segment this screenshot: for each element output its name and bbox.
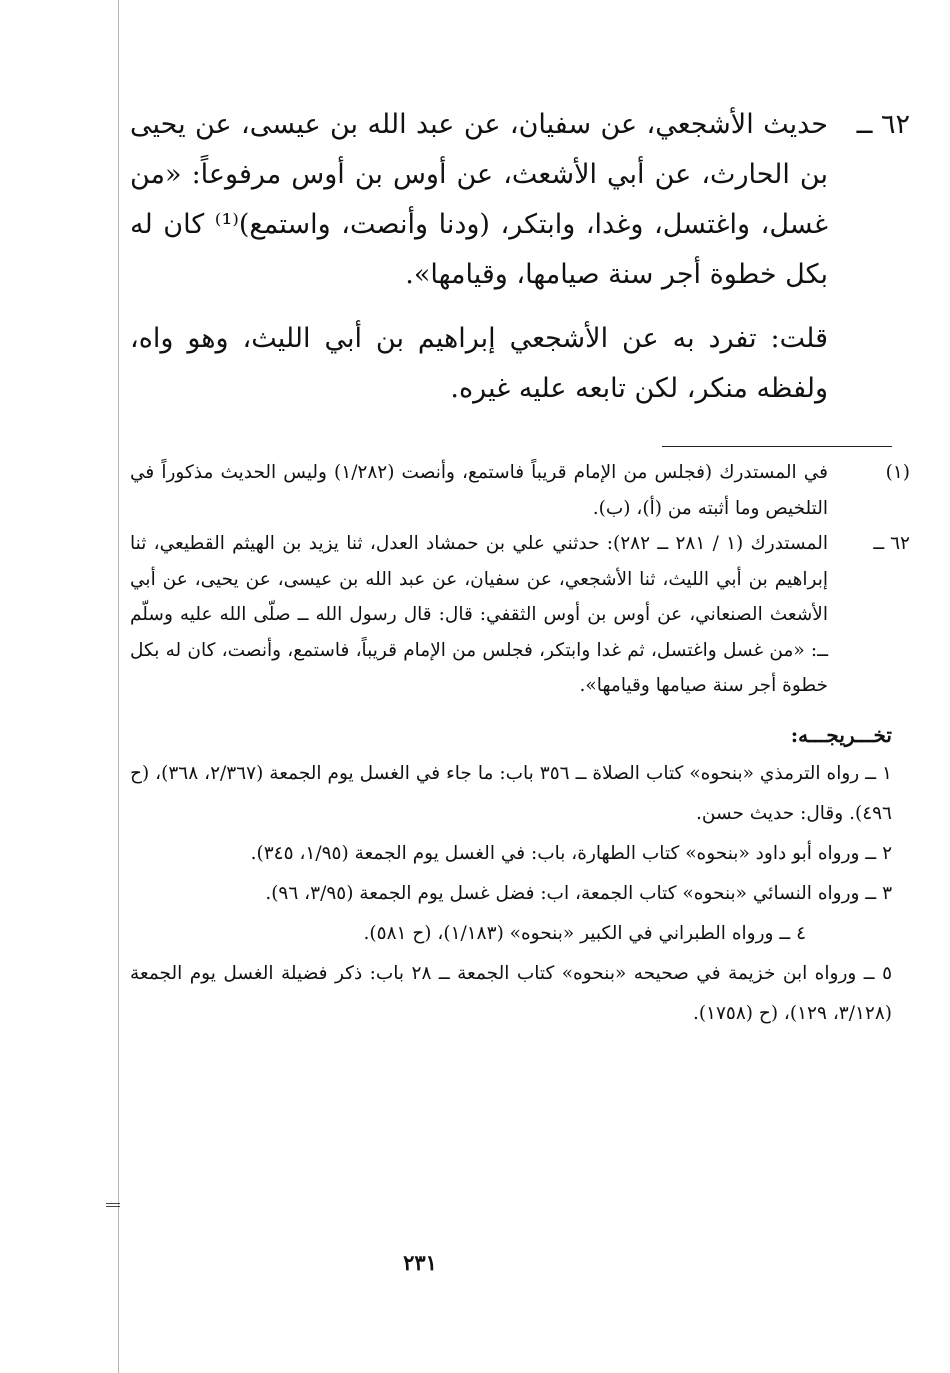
footnote-number: ٦٢ ــ bbox=[873, 533, 910, 554]
hadith-number: ٦٢ ــ bbox=[856, 109, 910, 140]
takhrij-list bbox=[130, 754, 892, 1034]
footnote-1 bbox=[130, 455, 910, 526]
takhrij-item: ١ ــ رواه الترمذي «بنحوه» كتاب الصلاة ــ ٣٥٦ باب: ما جاء في الغسل يوم الجمعة (٢/٣٦٧، ٣٦٨)، (ح ٤٩٦). وقال: حديث حسن. bbox=[130, 762, 892, 824]
footnotes bbox=[130, 455, 910, 704]
page-number-text: ٢٣١ bbox=[403, 1250, 437, 1275]
author-comment: قلت: تفرد به عن الأشجعي إبراهيم بن أبي الليث، وهو واه، ولفظه منكر، لكن تابعه عليه غيره. bbox=[130, 323, 828, 404]
takhrij-item: ٣ ــ ورواه النسائي «بنحوه» كتاب الجمعة، اب: فضل غسل يوم الجمعة (٣/٩٥، ٩٦). bbox=[265, 882, 892, 904]
margin-tick-mark bbox=[106, 1203, 120, 1207]
footnote-number: (١) bbox=[885, 462, 910, 483]
footnote-text: المستدرك (١ / ٢٨١ ــ ٢٨٢): حدثني علي بن حمشاد العدل، ثنا يزيد بن الهيثم القطيعي، ثنا إبراهيم بن أبي الليث، ثنا الأشجعي، عن سفيان، عن عبد الله بن عيسى، عن يحيى، عن أبي الأشعث الصنعاني، عن أوس بن أوس الثقفي: قال: قال رسول الله ــ صلّى الله عليه وسلّم ــ: «من غسل واغتسل، ثم غدا وابتكر، فجلس من الإمام قريباً، فاستمع، وأنصت، كان له بكل خطوة أجر سنة صيامها وقيامها». bbox=[130, 533, 828, 696]
footnote-separator bbox=[662, 446, 892, 447]
page-body bbox=[130, 100, 910, 1034]
takhrij-item: ٢ ــ ورواه أبو داود «بنحوه» كتاب الطهارة، باب: في الغسل يوم الجمعة (١/٩٥، ٣٤٥). bbox=[250, 842, 892, 864]
hadith-text: حديث الأشجعي، عن سفيان، عن عبد الله بن عيسى، عن يحيى بن الحارث، عن أبي الأشعث، عن أوس بن أوس مرفوعاً: «من غسل، واغتسل، وغدا، وابتكر، (ودنا وأنصت، واستمع)⁽¹⁾ كان له بكل خطوة أجر سنة صيامها، وقيامها». bbox=[130, 109, 828, 290]
footnote-text: في المستدرك (فجلس من الإمام قريباً فاستمع، وأنصت (١/٢٨٢) وليس الحديث مذكوراً في التلخيص وما أثبته من (أ)، (ب). bbox=[130, 462, 828, 519]
page-number bbox=[0, 1250, 950, 1275]
takhrij-heading: تخـــريجـــه: bbox=[790, 722, 892, 747]
binding-margin-line bbox=[118, 0, 119, 1373]
takhrij-item: ٤ ــ ورواه الطبراني في الكبير «بنحوه» (١/١٨٣)، (ح ٥٨١). bbox=[363, 922, 806, 944]
footnote-source bbox=[130, 526, 910, 704]
hadith-block bbox=[130, 100, 910, 300]
takhrij-item: ٥ ــ ورواه ابن خزيمة في صحيحه «بنحوه» كتاب الجمعة ــ ٢٨ باب: ذكر فضيلة الغسل يوم الجمعة (٣/١٢٨، ١٢٩)، (ح (١٧٥٨). bbox=[130, 962, 892, 1024]
